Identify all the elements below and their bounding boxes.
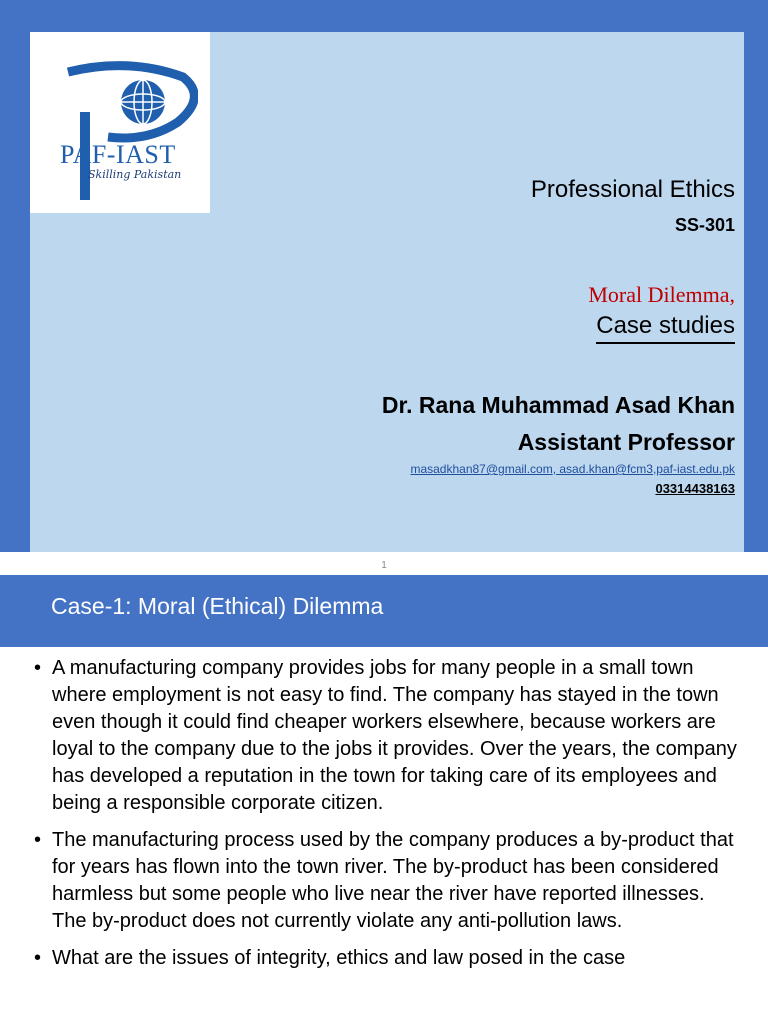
frame-edge-left: [0, 545, 30, 548]
course-code: SS-301: [674, 215, 735, 235]
title-slide-content: [30, 32, 744, 552]
case-bullet-list: [34, 655, 744, 982]
list-item: [34, 827, 744, 935]
list-item: [34, 945, 744, 972]
bullet-text: A manufacturing company provides jobs for many people in a small town where employment is not easy to find. The company has stayed in the town even though it could find cheaper workers elsewhere, because workers are loyal to the company due to the jobs it provides. Over the years, the company has developed a reputation in the town for taking care of its employees and being a responsible corporate citizen.: [52, 657, 737, 814]
topic-line-2: Case studies: [596, 312, 735, 344]
logo-text: PAF-IAST: [60, 140, 176, 169]
page-number: 1: [381, 560, 387, 571]
bullet-text: The manufacturing process used by the company produces a by-product that for years has flown into the town river. The by-product has been considered harmless but some people who live near the river have reported illnesses. The by-product does not currently violate any anti-pollution laws.: [52, 829, 734, 932]
bullet-symbol: •: [34, 657, 42, 679]
author-designation: Assistant Professor: [517, 429, 735, 455]
frame-edge-right: [744, 545, 768, 548]
bullet-symbol: •: [34, 947, 42, 969]
contact-emails: [410, 462, 735, 476]
list-item: [34, 655, 744, 817]
case-slide-header: [0, 575, 768, 647]
course-title: Professional Ethics: [530, 176, 735, 203]
email-separator: ,: [552, 462, 557, 476]
author-name: Dr. Rana Muhammad Asad Khan: [381, 392, 735, 418]
email-link-1[interactable]: masadkhan87@gmail.com: [410, 462, 553, 476]
bullet-symbol: •: [34, 829, 42, 851]
topic-line-1: Moral Dilemma,: [588, 282, 735, 307]
logo-tagline: Skilling Pakistan: [88, 168, 182, 181]
case-slide-title: Case-1: Moral (Ethical) Dilemma: [51, 593, 384, 619]
paf-iast-logo: [30, 32, 210, 213]
phone-number: 03314438163: [655, 481, 735, 496]
bullet-text: What are the issues of integrity, ethics and law posed in the case: [52, 947, 626, 969]
email-link-2[interactable]: asad.khan@fcm3,paf-iast.edu.pk: [556, 462, 735, 476]
